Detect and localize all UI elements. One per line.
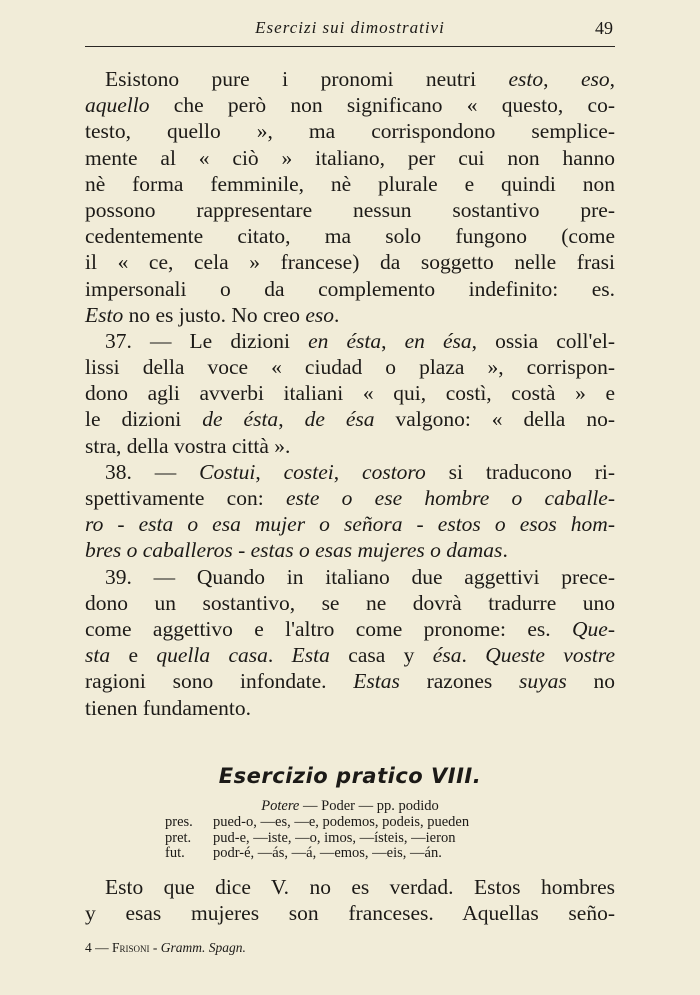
text-line: [85, 537, 615, 563]
running-title: Esercizi sui dimostrativi: [255, 18, 445, 37]
tense-label: fut.: [165, 845, 185, 861]
text-line: [85, 406, 615, 432]
italic-text: costei: [283, 459, 334, 484]
exercise-line: y esas mujeres son franceses. Aquellas seño-: [85, 901, 615, 926]
page-header: [85, 14, 615, 47]
text-run: valgono: « della no-: [374, 407, 616, 432]
conjugation-table: [165, 815, 469, 862]
conjugation-row: [165, 831, 469, 847]
text-line: [85, 223, 615, 249]
italic-text: de ésa: [304, 407, 375, 432]
text-run: ,: [543, 67, 581, 91]
text-run: e: [110, 643, 157, 668]
text-run: lissi della voce « ciudad o plaza », corrispon-: [85, 355, 615, 380]
paragraph: [85, 328, 615, 459]
text-line: [85, 197, 615, 223]
paragraph: [85, 66, 615, 328]
text-run: dono agli avverbi italiani « qui, costì, costà » e: [85, 381, 615, 406]
text-run: nè forma femminile, nè plurale e quindi non: [85, 171, 615, 196]
italic-text: ésa: [432, 643, 462, 668]
text-run: tienen fundamento.: [85, 695, 251, 720]
text-run: spettivamente con:: [85, 486, 286, 510]
text-run: dono un sostantivo, se ne dovrà tradurre uno: [85, 590, 615, 615]
italic-text: quella casa: [156, 643, 268, 668]
text-run: 38. —: [105, 459, 200, 484]
text-line: [85, 695, 615, 721]
text-run: .: [267, 643, 292, 668]
text-line: [85, 145, 615, 171]
text-run: le dizioni: [85, 407, 203, 432]
text-run: ,: [333, 459, 363, 484]
exercise-title: Esercizio pratico VIII.: [218, 764, 482, 788]
text-run: ,: [278, 407, 305, 432]
text-line: [85, 485, 615, 511]
text-run: possono rappresentare nessun sostantivo pre-: [85, 197, 615, 222]
italic-text: costoro: [362, 459, 426, 484]
text-line: [85, 511, 615, 537]
text-line: [85, 668, 615, 694]
tense-forms: pud-e, —iste, —o, imos, —ísteis, —ieron: [213, 829, 456, 846]
text-run: ,: [381, 328, 405, 353]
verb-heading: [85, 798, 615, 815]
text-run: cedentemente citato, ma solo fungono (come: [85, 224, 615, 249]
conjugation-row: [165, 846, 469, 862]
text-run: no: [566, 669, 616, 694]
italic-text: Esta: [291, 643, 330, 668]
text-run: si traducono ri-: [425, 459, 616, 484]
text-run: che però non significano « questo, co-: [149, 93, 615, 118]
sheet-number: 4: [85, 940, 92, 955]
text-line: [85, 302, 615, 328]
text-line: [85, 564, 615, 590]
page-number: 49: [595, 18, 613, 38]
text-run: .: [502, 538, 508, 563]
text-run: stra, della vostra città ».: [85, 433, 291, 458]
exercise-line: Esto que dice V. no es verdad. Estos hombres: [105, 875, 615, 899]
text-run: casa y: [329, 643, 433, 668]
italic-text: en ésta: [308, 328, 382, 353]
italic-text: esto: [508, 67, 544, 91]
conjugation-row: [165, 815, 469, 831]
text-line: [85, 380, 615, 406]
paragraph: [85, 564, 615, 721]
text-run: .: [334, 302, 340, 327]
body-text: [85, 66, 615, 721]
text-line: [85, 249, 615, 275]
text-line: [85, 354, 615, 380]
text-line: [85, 590, 615, 616]
text-run: 39. — Quando in italiano due aggettivi prece-: [105, 564, 615, 589]
text-line: [85, 616, 615, 642]
text-run: ,: [609, 67, 616, 91]
text-line: [85, 276, 615, 302]
text-run: — Poder — pp. podido: [299, 798, 439, 814]
tense-forms: podr-é, —ás, —á, —emos, —eis, —án.: [213, 845, 442, 861]
text-line: [85, 66, 615, 92]
italic-text: Potere: [261, 798, 300, 814]
paragraph: [85, 459, 615, 564]
text-line: [85, 328, 615, 354]
text-run: 37. — Le dizioni: [105, 328, 309, 353]
text-run: come aggettivo e l'altro come pronome: es.: [85, 616, 573, 641]
italic-text: Estas: [353, 669, 400, 694]
text-run: ragioni sono infondate.: [85, 669, 354, 694]
italic-text: suyas: [519, 669, 567, 694]
text-line: [85, 118, 615, 144]
text-line: [85, 171, 615, 197]
author-name: Frisoni: [112, 940, 150, 955]
book-title: Gramm. Spagn.: [160, 940, 246, 955]
italic-text: sta: [85, 643, 111, 668]
italic-text: Que-: [572, 616, 615, 641]
text-line: [85, 92, 615, 118]
text-run: no es justo. No creo: [123, 302, 306, 327]
text-run: ,: [255, 459, 284, 484]
tense-label: pret.: [165, 829, 192, 846]
tense-label: pres.: [165, 814, 193, 830]
italic-text: bres o caballeros - estas o esas mujeres o damas: [85, 538, 503, 563]
italic-text: aquello: [85, 93, 150, 118]
text-run: , ossia coll'el-: [471, 328, 615, 353]
text-run: testo, quello », ma corrispondono semplice-: [85, 119, 615, 144]
footer-separator: -: [152, 940, 158, 955]
italic-text: eso: [580, 67, 610, 91]
italic-text: Esto: [85, 302, 124, 327]
text-run: Esistono pure i pronomi neutri: [105, 67, 509, 91]
text-run: .: [461, 643, 486, 668]
text-run: razones: [399, 669, 519, 694]
italic-text: Queste vostre: [485, 643, 616, 668]
text-run: il « ce, cela » francese) da soggetto nelle frasi: [85, 250, 615, 275]
italic-text: de ésta: [202, 407, 279, 432]
text-line: [85, 642, 615, 668]
italic-text: en ésa: [404, 328, 472, 353]
footer-dash: —: [95, 940, 109, 955]
text-line: [85, 433, 615, 459]
italic-text: eso: [305, 302, 335, 327]
page-footer: [85, 940, 246, 956]
text-run: impersonali o da complemento indefinito: es.: [85, 276, 615, 301]
exercise-text: [85, 874, 615, 926]
text-run: mente al « ciò » italiano, per cui non hanno: [85, 145, 615, 170]
italic-text: Costui: [199, 459, 256, 484]
tense-forms: pued-o, —es, —e, podemos, podeis, pueden: [213, 814, 470, 830]
italic-text: ro - esta o esa mujer o señora - estos o esos hom-: [85, 512, 615, 537]
italic-text: este o ese hombre o caballe-: [285, 486, 615, 510]
text-line: [85, 459, 615, 485]
